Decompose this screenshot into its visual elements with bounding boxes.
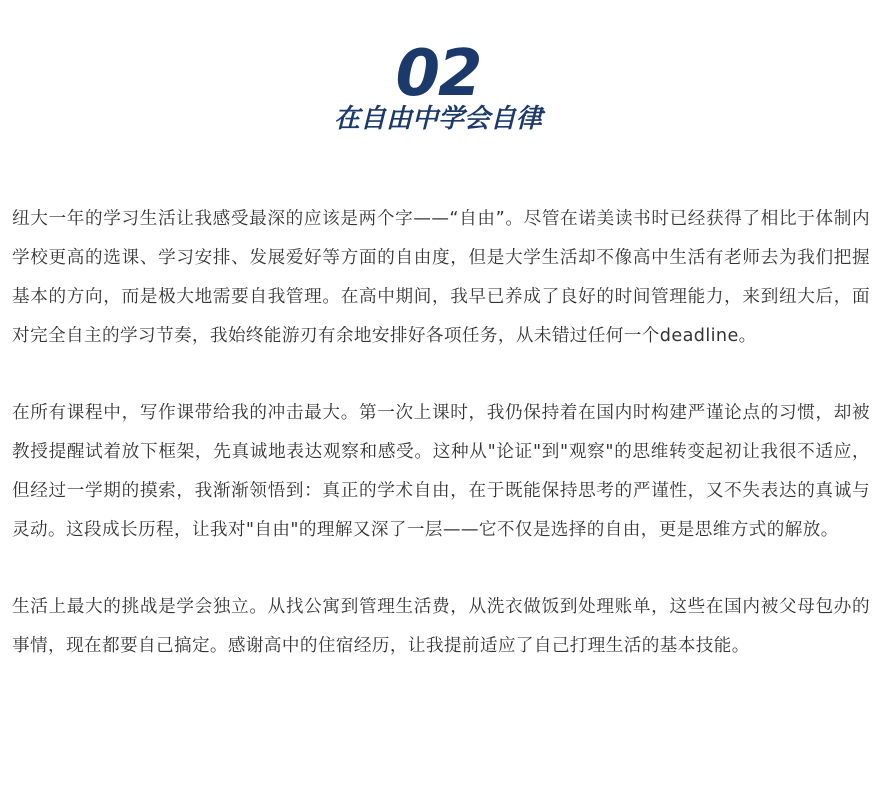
section-number: 02 — [395, 37, 481, 111]
paragraph-independence: 生活上最大的挑战是学会独立。从找公寓到管理生活费，从洗衣做饭到处理账单，这些在国内被父母包办的事情，现在都要自己搞定。感谢高中的住宿经历，让我提前适应了自己打理生活的基本技能。 — [12, 597, 870, 656]
paragraph-writing-course: 在所有课程中，写作课带给我的冲击最大。第一次上课时，我仍保持着在国内时构建严谨论点的习惯，却被教授提醒试着放下框架，先真诚地表达观察和感受。这种从"论证"到"观察"的思维转变起初让我很不适应，但经过一学期的摸索，我渐渐领悟到：真正的学术自由，在于既能保持思考的严谨性，又不失表达的真诚与灵动。这段成长历程，让我对"自由"的理解又深了一层——它不仅是选择的自由，更是思维方式的解放。 — [12, 403, 870, 540]
article-body — [12, 200, 870, 666]
paragraph-freedom: 纽大一年的学习生活让我感受最深的应该是两个字——“自由”。尽管在诺美读书时已经获得了相比于体制内学校更高的选课、学习安排、发展爱好等方面的自由度，但是大学生活却不像高中生活有老师去为我们把握基本的方向，而是极大地需要自我管理。在高中期间，我早已养成了良好的时间管理能力，来到纽大后，面对完全自主的学习节奏，我始终能游刃有余地安排好各项任务，从未错过任何一个deadline。 — [12, 209, 870, 346]
section-title: 在自由中学会自律 — [333, 104, 542, 134]
